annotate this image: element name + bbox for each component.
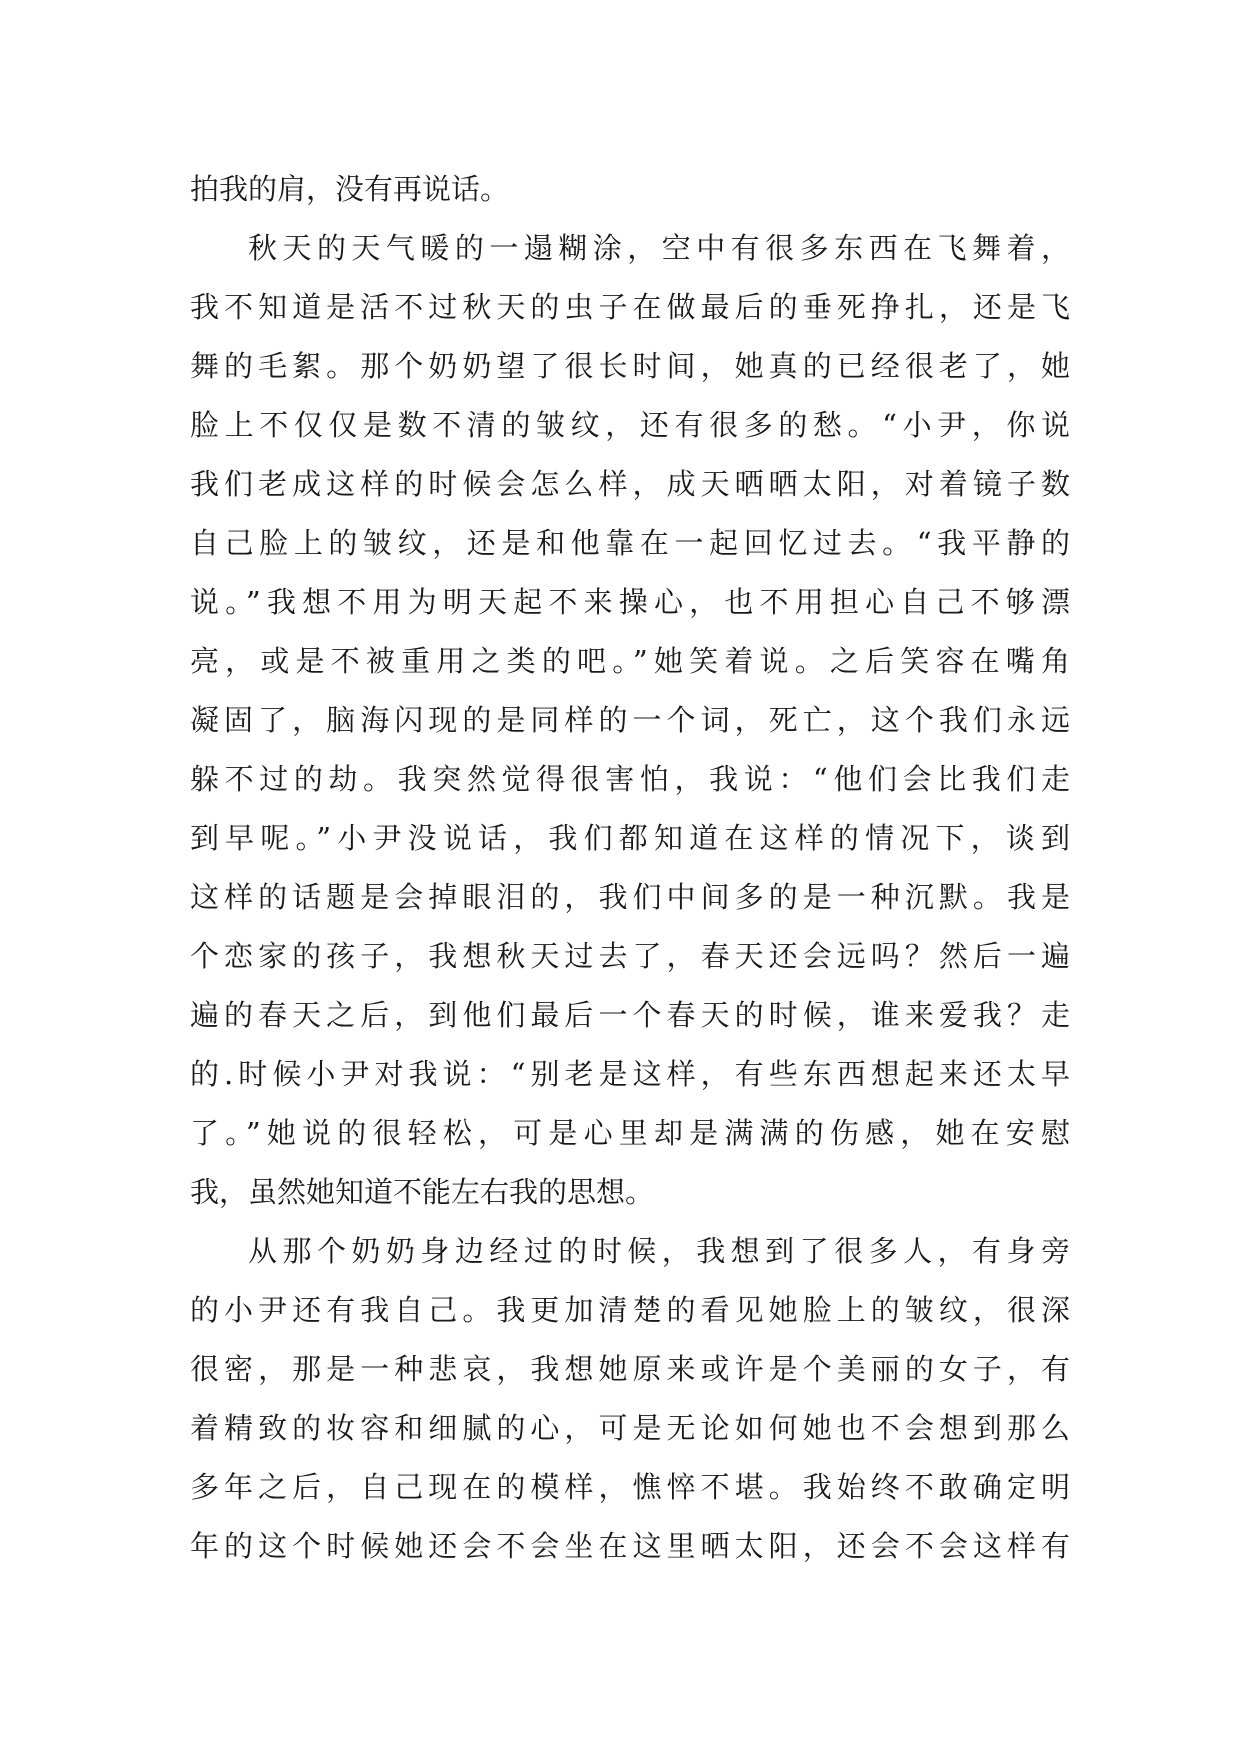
text-line: 从那个奶奶身边经过的时候，我想到了很多人，有身旁 (248, 1234, 1070, 1268)
text-line: 很密，那是一种悲哀，我想她原来或许是个美丽的女子，有 (190, 1352, 1070, 1386)
text-line: 我们老成这样的时候会怎么样，成天晒晒太阳，对着镜子数 (190, 467, 1070, 501)
text-line: 秋天的天气暖的一遢糊涂，空中有很多东西在飞舞着， (248, 231, 1070, 265)
text-line: 年的这个时候她还会不会坐在这里晒太阳，还会不会这样有 (190, 1529, 1070, 1563)
text-line: 脸上不仅仅是数不清的皱纹，还有很多的愁。“小尹，你说 (190, 408, 1070, 442)
text-line: 自己脸上的皱纹，还是和他靠在一起回忆过去。“我平静的 (190, 526, 1070, 560)
text-line: 说。”我想不用为明天起不来操心，也不用担心自己不够漂 (190, 585, 1070, 619)
text-line: 到早呢。”小尹没说话，我们都知道在这样的情况下，谈到 (190, 821, 1070, 855)
text-line: 我不知道是活不过秋天的虫子在做最后的垂死挣扎，还是飞 (190, 290, 1070, 324)
text-line: 了。”她说的很轻松，可是心里却是满满的伤感，她在安慰 (190, 1116, 1070, 1150)
text-line: 我，虽然她知道不能左右我的思想。 (190, 1175, 655, 1209)
text-line: 着精致的妆容和细腻的心，可是无论如何她也不会想到那么 (190, 1411, 1070, 1445)
text-line: 躲不过的劫。我突然觉得很害怕，我说：“他们会比我们走 (190, 762, 1070, 796)
body-text (190, 160, 1070, 1576)
text-line: 拍我的肩，没有再说话。 (190, 172, 510, 206)
text-line: 舞的毛絮。那个奶奶望了很长时间，她真的已经很老了，她 (190, 349, 1070, 383)
text-line: 多年之后，自己现在的模样，憔悴不堪。我始终不敢确定明 (190, 1470, 1070, 1504)
text-line: 的.时候小尹对我说：“别老是这样，有些东西想起来还太早 (190, 1057, 1070, 1091)
text-line: 亮，或是不被重用之类的吧。”她笑着说。之后笑容在嘴角 (190, 644, 1070, 678)
text-line: 遍的春天之后，到他们最后一个春天的时候，谁来爱我？走 (190, 998, 1070, 1032)
text-line: 凝固了，脑海闪现的是同样的一个词，死亡，这个我们永远 (190, 703, 1070, 737)
text-line: 个恋家的孩子，我想秋天过去了，春天还会远吗？然后一遍 (190, 939, 1070, 973)
text-line: 的小尹还有我自己。我更加清楚的看见她脸上的皱纹，很深 (190, 1293, 1070, 1327)
text-line: 这样的话题是会掉眼泪的，我们中间多的是一种沉默。我是 (190, 880, 1070, 914)
